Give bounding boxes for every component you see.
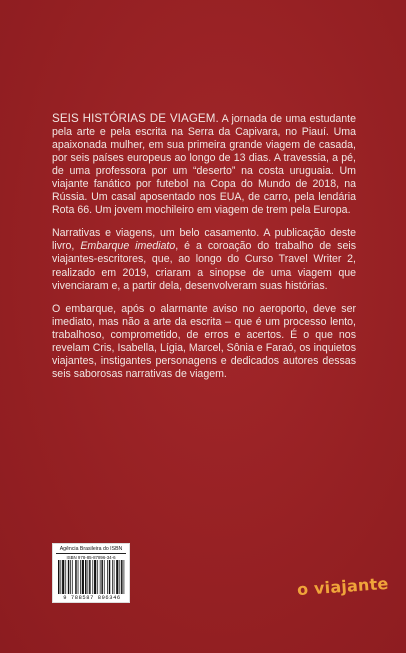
synopsis-paragraph-3: O embarque, após o alarmante aviso no aeroporto, deve ser imediato, mas não a arte da escrita – que é um processo lento, trabalhoso, comprometido, de erros e acertos. É o que nos revelam Cris, Isabella, Lígia, Marcel, Sônia e Faraó, os inquietos viajantes, instigantes personagens e dedicados autores dessas seis saborosas narrativas de viagem. xyxy=(52,302,356,380)
synopsis-paragraph-2-end: , é a coroação do trabalho de seis viajantes-escritores, que, ao longo do Curso Travel Writer 2, realizado em 2019, criaram a sinopse de uma viagem que vivenciaram e, a partir dela, desenvolveram suas histórias. xyxy=(52,240,356,292)
synopsis-lead: SEIS HISTÓRIAS DE VIAGEM. xyxy=(52,112,219,125)
barcode-bars-icon xyxy=(58,560,126,594)
barcode-digits: 9 788587 896346 xyxy=(63,595,121,601)
synopsis-text xyxy=(52,112,356,391)
book-title-italic: Embarque imediato xyxy=(80,240,176,253)
isbn-barcode xyxy=(52,543,130,603)
synopsis-paragraph-1-body: A jornada de uma estudante pela arte e pela escrita na Serra da Capivara, no Piauí. Uma apaixonada mulher, em sua primeira grande viagem de casada, por seis países europeus ao longo de 13 dias. A travessia, a pé, de uma professora por um “deserto” na costa uruguaia. Um viajante fanático por futebol na Copa do Mundo de 2018, na Rússia. Um casal aposentado nos EUA, de carro, pela lendária Rota 66. Um jovem mochileiro em viagem de trem pela Europa. xyxy=(52,113,356,217)
synopsis-paragraph-2-start: Narrativas e viagens, um belo casamento. A publicação deste livro, xyxy=(52,227,356,253)
synopsis-paragraph-1 xyxy=(52,112,356,217)
synopsis-paragraph-2 xyxy=(52,227,356,292)
isbn-number: ISBN 978-85-87896-34-6 xyxy=(66,555,116,560)
publisher-logo: o viajante xyxy=(296,573,390,600)
isbn-agency-label: Agência Brasileira do ISBN xyxy=(56,546,126,554)
